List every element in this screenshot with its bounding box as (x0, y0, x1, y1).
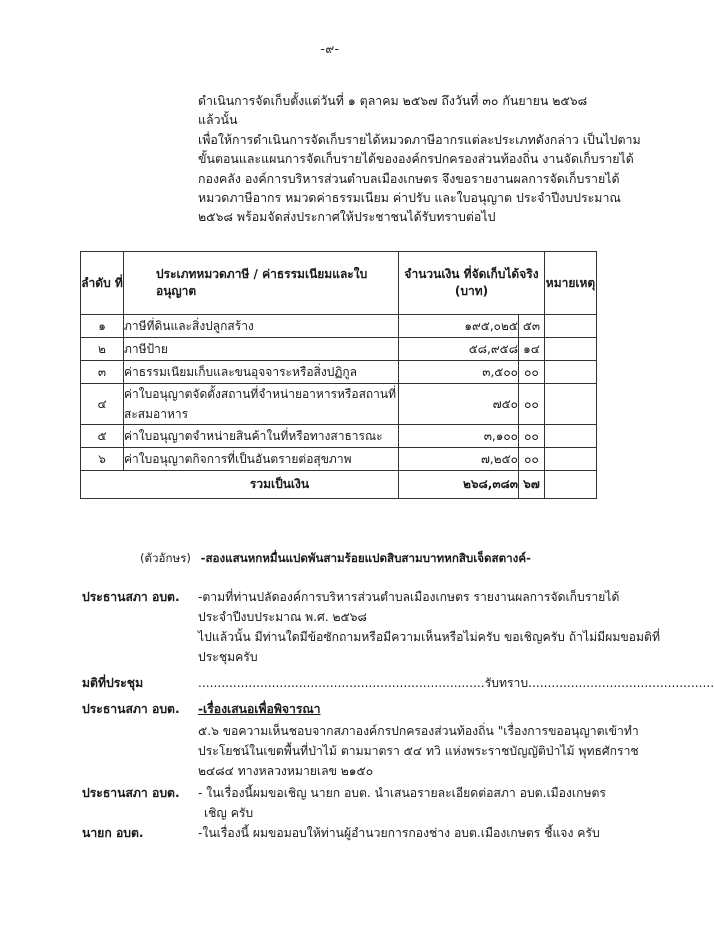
intro-line: เพื่อให้การดำเนินการจัดเก็บรายได้หมวดภาษีอากรแต่ละประเภทดังกล่าว เป็นไปตาม (198, 131, 641, 147)
row-satang: ๐๐ (519, 425, 545, 448)
agenda-title: -เรื่องเสนอเพื่อพิจารณา (198, 702, 321, 716)
intro-paragraph (198, 91, 641, 227)
row-type: ค่าใบอนุญาตกิจการที่เป็นอันตรายต่อสุขภาพ (124, 448, 399, 471)
speaker-chair: ประธานสภา อบต. (82, 590, 180, 604)
table-row (81, 448, 597, 471)
chair2-line: ประโยชน์ในเขตพื้นที่ป่าไม้ ตามมาตรา ๕๔ ทวิ แห่งพระราชบัญญัติป่าไม้ พุทธศักราช (198, 744, 639, 758)
revenue-table (80, 251, 597, 499)
row-type: ภาษีที่ดินและสิ่งปลูกสร้าง (124, 315, 399, 338)
intro-line: กองคลัง องค์การบริหารส่วนตำบลเมืองเกษตร จึงขอรายงานผลการจัดเก็บรายได้ (198, 170, 620, 186)
total-baht: ๒๖๘,๓๘๓ (399, 471, 519, 499)
chair1-line: ประชุมครับ (198, 650, 258, 664)
intro-line: ขั้นตอนและแผนการจัดเก็บรายได้ขององค์กรปกครองส่วนท้องถิ่น งานจัดเก็บรายได้ (198, 151, 634, 167)
intro-line: ดำเนินการจัดเก็บตั้งแต่วันที่ ๑ ตุลาคม ๒๕๖๗ ถึงวันที่ ๓๐ กันยายน ๒๕๖๘ (198, 93, 588, 108)
chair1-line: -ตามที่ท่านปลัดองค์การบริหารส่วนตำบลเมืองเกษตร รายงานผลการจัดเก็บรายได้ (198, 590, 620, 604)
row-no: ๔ (81, 384, 124, 425)
amount-words-text: -สองแสนหกหมื่นแปดพันสามร้อยแปดสิบสามบาทหกสิบเจ็ดสตางค์- (200, 551, 531, 565)
row-satang: ๐๐ (519, 361, 545, 384)
intro-line: ๒๕๖๘ พร้อมจัดส่งประกาศให้ประชาชนได้รับทราบต่อไป (198, 209, 496, 225)
resolution-line (198, 674, 714, 693)
row-type: ค่าธรรมเนียมเก็บและขนอุจจาระหรือสิ่งปฏิกูล (124, 361, 399, 384)
chair2-line: ๕.๖ ขอความเห็นชอบจากสภาองค์กรปกครองส่วนท้องถิ่น "เรื่องการขออนุญาตเข้าทำ (198, 724, 639, 738)
mayor-line: -ในเรื่องนี้ ผมขอมอบให้ท่านผู้อำนวยการกองช่าง อบต.เมืองเกษตร ชี้แจง ครับ (198, 826, 600, 840)
resolution-dots-left: .......................................................................... (198, 676, 485, 690)
row-no: ๑ (81, 315, 124, 338)
table-header-row (81, 252, 597, 315)
resolution-text: รับทราบ (484, 676, 529, 690)
row-baht: ๕๘,๙๕๘ (399, 338, 519, 361)
table-row (81, 425, 597, 448)
amount-words-prefix: (ตัวอักษร) (140, 551, 191, 565)
chair1-line: ไปแล้วนั้น มีท่านใดมีข้อซักถามหรือมีความเห็นหรือไม่ครับ ขอเชิญครับ ถ้าไม่มีผมขอมติที่ (198, 630, 660, 644)
row-type: ค่าใบอนุญาตจำหน่ายสินค้าในที่หรือทางสาธารณะ (124, 425, 399, 448)
speaker-mayor: นายก อบต. (82, 826, 144, 840)
row-note (545, 338, 597, 361)
row-satang: ๐๐ (519, 448, 545, 471)
row-note (545, 425, 597, 448)
page-number: -๙- (320, 42, 340, 56)
row-no: ๕ (81, 425, 124, 448)
row-baht: ๗๕๐ (399, 384, 519, 425)
row-type: ค่าใบอนุญาตจัดตั้งสถานที่จำหน่ายอาหารหรือสถานที่สะสมอาหาร (124, 384, 399, 425)
header-no: ลำดับ ที่ (81, 252, 124, 315)
intro-line: หมวดภาษีอากร หมวดค่าธรรมเนียม ค่าปรับ และใบอนุญาต ประจำปีงบประมาณ (198, 190, 621, 206)
row-note (545, 384, 597, 425)
row-baht: ๑๙๕,๐๒๕ (399, 315, 519, 338)
total-note (545, 471, 597, 499)
row-note (545, 361, 597, 384)
row-satang: ๐๐ (519, 384, 545, 425)
table-total-row (81, 471, 597, 499)
row-baht: ๗,๒๕๐ (399, 448, 519, 471)
intro-line: แล้วนั้น (198, 112, 238, 128)
speaker-chair: ประธานสภา อบต. (82, 786, 180, 800)
row-type: ภาษีป้าย (124, 338, 399, 361)
chair2-line: ๒๔๘๔ ทางหลวงหมายเลข ๒๑๕๐ (198, 764, 374, 778)
resolution-dots-right: ................................................ (528, 676, 714, 690)
row-baht: ๓,๑๐๐ (399, 425, 519, 448)
chair3-line: เชิญ ครับ (204, 806, 254, 820)
table-row (81, 315, 597, 338)
row-satang: ๕๓ (519, 315, 545, 338)
chair3-line: - ในเรื่องนี้ผมขอเชิญ นายก อบต. นำเสนอรายละเอียดต่อสภา อบต.เมืองเกษตร (198, 786, 606, 800)
total-satang: ๖๗ (519, 471, 545, 499)
row-baht: ๓,๕๐๐ (399, 361, 519, 384)
header-type: ประเภทหมวดภาษี / ค่าธรรมเนียมและใบอนุญาต (124, 252, 399, 315)
row-no: ๖ (81, 448, 124, 471)
table-row (81, 338, 597, 361)
total-label: รวมเป็นเงิน (81, 471, 399, 499)
amount-in-words (140, 550, 531, 568)
chair1-line: ประจำปีงบประมาณ พ.ศ. ๒๕๖๘ (198, 610, 367, 624)
row-note (545, 315, 597, 338)
row-no: ๒ (81, 338, 124, 361)
speaker-resolution: มติที่ประชุม (82, 676, 144, 690)
header-note: หมายเหตุ (545, 252, 597, 315)
row-note (545, 448, 597, 471)
header-amount: จำนวนเงิน ที่จัดเก็บได้จริง (บาท) (399, 252, 545, 315)
table-row (81, 361, 597, 384)
speaker-chair: ประธานสภา อบต. (82, 702, 180, 716)
row-no: ๓ (81, 361, 124, 384)
table-row (81, 384, 597, 425)
row-satang: ๑๔ (519, 338, 545, 361)
